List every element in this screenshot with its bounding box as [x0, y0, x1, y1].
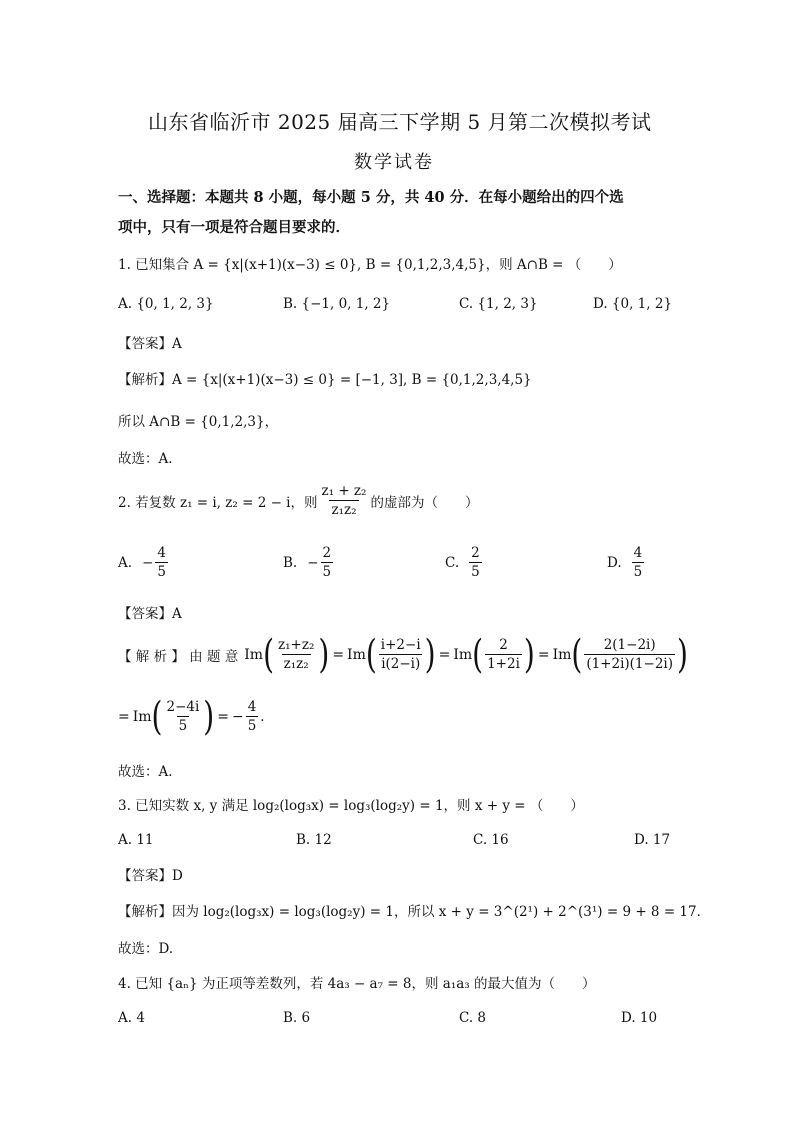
- document-subtitle: 数学试卷: [354, 152, 434, 173]
- question-4-option-c: C. 8: [459, 1010, 487, 1026]
- fraction-denominator: 1+2i: [487, 656, 520, 672]
- section-heading-line2: 项中，只有一项是符合题目要求的．: [118, 219, 350, 236]
- question-2-stem-fraction: [320, 482, 369, 519]
- fraction-numerator: 2: [499, 637, 508, 653]
- fraction-numerator: 2(1−2i): [603, 637, 656, 653]
- option-sign: −: [142, 554, 154, 571]
- left-paren: (: [571, 630, 583, 677]
- question-4-option-d: D. 10: [621, 1010, 658, 1026]
- fraction-denominator: 5: [633, 564, 643, 580]
- right-paren: ): [523, 630, 535, 677]
- question-3-stem: 3. 已知实数 x, y 满足 log₂(log₃x) = log₃(log₂y) = 1，则 x + y = （ ）: [118, 798, 584, 814]
- question-1-option-a: A. {0, 1, 2, 3}: [118, 296, 214, 312]
- analysis-fraction-2: [379, 636, 423, 673]
- analysis-label: 【 解 析 】 由 题 意: [118, 648, 239, 665]
- equals-sign: =: [118, 708, 130, 725]
- question-3-conclusion: 故选：D.: [118, 941, 174, 957]
- minus-sign: −: [231, 708, 244, 725]
- question-2-stem: [118, 482, 478, 519]
- equals-sign: =: [217, 708, 229, 725]
- left-paren: (: [151, 692, 163, 739]
- question-2-option-d: [607, 544, 646, 581]
- fraction-denominator: 5: [157, 564, 166, 580]
- im-operator: Im: [132, 708, 152, 725]
- fraction-denominator: 5: [471, 564, 480, 580]
- question-1-option-c: C. {1, 2, 3}: [459, 296, 538, 312]
- fraction-numerator: 2: [322, 545, 332, 561]
- question-3-option-d: D. 17: [634, 832, 671, 848]
- left-paren: (: [365, 630, 377, 677]
- im-operator: Im: [453, 646, 473, 663]
- question-2-stem-post: 的虚部为（ ）: [370, 494, 479, 511]
- fraction-numerator: 4: [247, 699, 257, 715]
- question-4-option-a: A. 4: [118, 1010, 145, 1026]
- equals-sign: =: [438, 646, 451, 663]
- fraction-denominator: 5: [178, 718, 188, 734]
- fraction-numerator: 4: [633, 545, 643, 561]
- option-label: D.: [607, 554, 622, 571]
- question-1-analysis: 【解析】A = {x|(x+1)(x−3) ≤ 0} = [−1, 3], B = {0,1,2,3,4,5}: [118, 372, 532, 388]
- question-2-stem-pre: 2. 若复数 z₁ = i, z₂ = 2 − i，则: [118, 494, 318, 511]
- fraction-denominator: z₁z₂: [331, 502, 357, 518]
- im-operator: Im: [347, 646, 366, 663]
- question-4-option-b: B. 6: [283, 1010, 311, 1026]
- question-3-option-b: B. 12: [296, 832, 332, 848]
- fraction-denominator: i(2−i): [381, 656, 421, 672]
- im-operator: Im: [552, 646, 572, 663]
- question-2-analysis: [118, 630, 688, 677]
- fraction-denominator: (1+2i)(1−2i): [586, 656, 673, 672]
- fraction-denominator: z₁z₂: [283, 656, 309, 672]
- equals-sign: =: [332, 646, 345, 663]
- question-2-option-a: [118, 544, 170, 581]
- question-1-stem: 1. 已知集合 A = {x|(x+1)(x−3) ≤ 0}, B = {0,1,2,3,4,5}，则 A∩B = （ ）: [118, 257, 622, 273]
- fraction-numerator: 2−4i: [166, 699, 200, 715]
- section-heading-line1: 一、选择题：本题共 8 小题，每小题 5 分，共 40 分．在每小题给出的四个选: [118, 189, 624, 206]
- period: .: [260, 708, 265, 725]
- question-3-answer: 【答案】D: [118, 868, 183, 884]
- right-paren: ): [424, 630, 436, 677]
- question-2-option-c: [445, 544, 484, 581]
- fraction-numerator: z₁+z₂: [278, 637, 315, 653]
- equals-sign: =: [537, 646, 550, 663]
- question-1-conclusion: 故选：A.: [118, 451, 173, 467]
- question-2-conclusion: 故选：A.: [118, 764, 173, 780]
- option-label: C.: [445, 554, 460, 571]
- question-4-stem: 4. 已知 {aₙ} 为正项等差数列，若 4a₃ − a₇ = 8，则 a₁a₃ 的最大值为（ ）: [118, 976, 596, 992]
- question-2-option-b: [283, 544, 335, 581]
- option-fraction: [469, 544, 482, 581]
- analysis-fraction-6: [246, 698, 259, 735]
- im-operator: Im: [244, 646, 264, 663]
- left-paren: (: [263, 630, 274, 677]
- right-paren: ): [203, 692, 215, 739]
- analysis-fraction-1: [276, 636, 316, 673]
- left-paren: (: [472, 630, 484, 677]
- question-3-option-c: C. 16: [473, 832, 509, 848]
- question-1-option-d: D. {0, 1, 2}: [593, 296, 673, 312]
- fraction-numerator: z₁ + z₂: [321, 483, 367, 499]
- fraction-numerator: i+2−i: [380, 637, 421, 653]
- analysis-fraction-4: [584, 636, 675, 673]
- option-fraction: [321, 544, 334, 581]
- option-label: B.: [283, 554, 298, 571]
- fraction-numerator: 2: [471, 545, 480, 561]
- question-1-analysis-2: 所以 A∩B = {0,1,2,3}，: [118, 414, 279, 430]
- analysis-fraction-3: [485, 636, 522, 673]
- document-title: 山东省临沂市 2025 届高三下学期 5 月第二次模拟考试: [148, 110, 652, 134]
- question-2-answer: 【答案】A: [118, 606, 182, 622]
- right-paren: ): [318, 630, 330, 677]
- question-3-option-a: A. 11: [118, 832, 154, 848]
- option-sign: −: [307, 554, 319, 571]
- option-fraction: [632, 544, 645, 581]
- question-1-answer: 【答案】A: [118, 336, 182, 352]
- question-1-option-b: B. {−1, 0, 1, 2}: [283, 296, 391, 312]
- analysis-fraction-5: [164, 698, 201, 735]
- fraction-numerator: 4: [157, 545, 166, 561]
- right-paren: ): [677, 630, 688, 677]
- question-2-analysis-2: [118, 692, 265, 739]
- fraction-denominator: 5: [247, 718, 257, 734]
- fraction-denominator: 5: [322, 564, 332, 580]
- question-3-analysis: 【解析】因为 log₂(log₃x) = log₃(log₂y) = 1，所以 x + y = 3^(2¹) + 2^(3¹) = 9 + 8 = 17．: [118, 904, 711, 920]
- option-fraction: [155, 544, 168, 581]
- option-label: A.: [118, 554, 133, 571]
